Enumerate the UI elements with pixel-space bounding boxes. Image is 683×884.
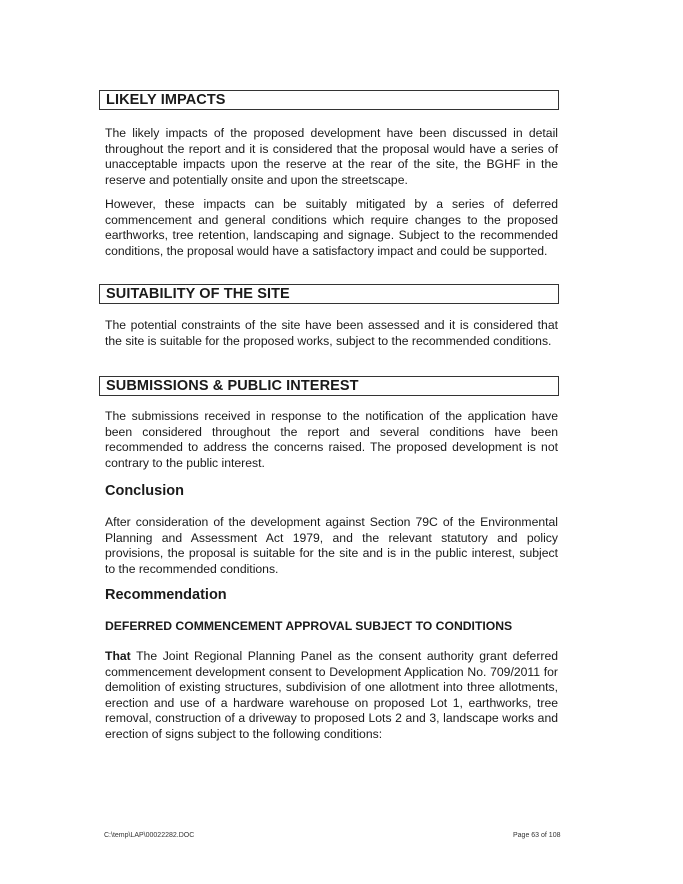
suitability-heading: SUITABILITY OF THE SITE: [106, 286, 290, 302]
recommendation-heading: Recommendation: [105, 587, 227, 603]
submissions-heading-box: [99, 376, 559, 396]
likely-impacts-heading: LIKELY IMPACTS: [106, 92, 226, 108]
suitability-heading-box: [99, 284, 559, 304]
likely-impacts-heading-box: [99, 90, 559, 110]
footer-page-number: Page 63 of 108: [513, 832, 561, 839]
submissions-heading: SUBMISSIONS & PUBLIC INTEREST: [106, 378, 359, 394]
likely-impacts-paragraph-1: The likely impacts of the proposed development have been discussed in detail throughout the report and it is considered that the proposal would have a series of unacceptable impacts upon the reserve at the rear of the site, the BGHF in the reserve and potentially onsite and upon the streetscape.: [105, 126, 558, 187]
recommendation-body: The Joint Regional Planning Panel as the consent authority grant deferred commencement development consent to Development Application No. 709/2011 for demolition of existing structures, subdivision of one allotment into three allotments, erection and use of a hardware warehouse on proposed Lot 1, earthworks, tree removal, construction of a driveway to proposed Lots 2 and 3, landscape works and erection of signs subject to the following conditions:: [105, 649, 558, 741]
conclusion-heading: Conclusion: [105, 483, 184, 499]
submissions-paragraph: The submissions received in response to the notification of the application have been considered throughout the report and several conditions have been recommended to address the concerns raised. The proposed development is not contrary to the public interest.: [105, 409, 558, 470]
likely-impacts-paragraph-2: However, these impacts can be suitably mitigated by a series of deferred commencement and general conditions which require changes to the proposed earthworks, tree retention, landscaping and signage. Subject to the recommended conditions, the proposal would have a satisfactory impact and could be supported.: [105, 197, 558, 258]
recommendation-paragraph: [105, 649, 558, 742]
conclusion-paragraph: After consideration of the development against Section 79C of the Environmental Planning and Assessment Act 1979, and the relevant statutory and policy provisions, the proposal is suitable for the site and is in the public interest, subject to the recommended conditions.: [105, 515, 558, 576]
recommendation-lead: That: [105, 649, 131, 663]
recommendation-subheading: DEFERRED COMMENCEMENT APPROVAL SUBJECT TO CONDITIONS: [105, 619, 513, 633]
footer-file-path: C:\temp\LAP\00022282.DOC: [104, 832, 195, 839]
suitability-paragraph: The potential constraints of the site have been assessed and it is considered that the site is suitable for the proposed works, subject to the recommended conditions.: [105, 318, 558, 348]
